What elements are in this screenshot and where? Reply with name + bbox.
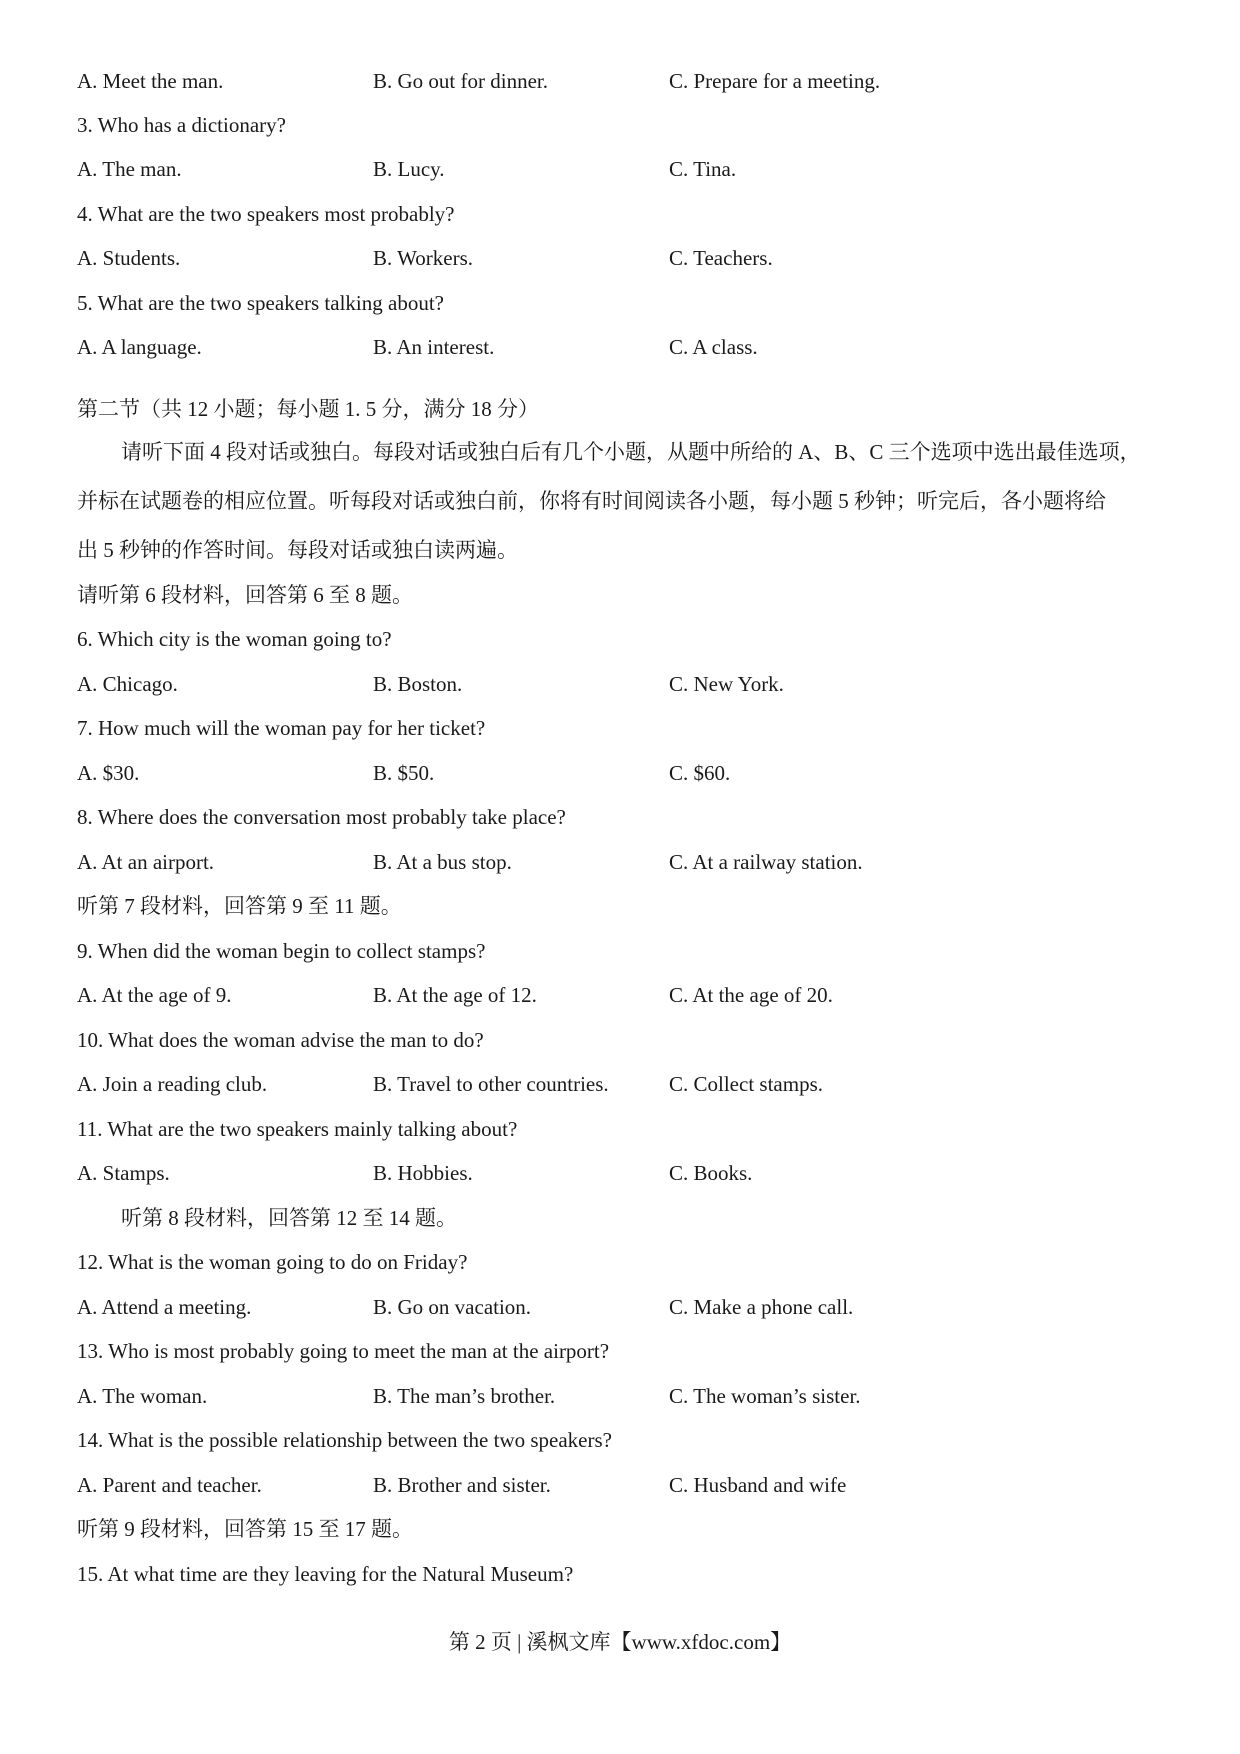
- option-b: B. Hobbies.: [373, 1161, 473, 1185]
- question-7-options: [77, 759, 1177, 787]
- question-13-options: [77, 1382, 1177, 1410]
- question-5: 5. What are the two speakers talking about?: [77, 291, 444, 315]
- question-3: 3. Who has a dictionary?: [77, 113, 286, 137]
- question-9: 9. When did the woman begin to collect stamps?: [77, 939, 486, 963]
- question-15: 15. At what time are they leaving for the Natural Museum?: [77, 1562, 574, 1586]
- question-13: 13. Who is most probably going to meet the man at the airport?: [77, 1339, 610, 1363]
- option-b: B. At a bus stop.: [373, 850, 512, 874]
- option-a: A. Stamps.: [77, 1161, 170, 1185]
- option-c: C. A class.: [669, 335, 758, 359]
- instructions-line-1: 请听下面 4 段对话或独白。每段对话或独白后有几个小题，从题中所给的 A、B、C 三个选项中选出最佳选项，: [121, 440, 1141, 464]
- option-c: C. The woman’s sister.: [669, 1384, 861, 1408]
- instructions-line-2: 并标在试题卷的相应位置。听每段对话或独白前，你将有时间阅读各小题，每小题 5 秒钟；听完后，各小题将给: [77, 489, 1106, 513]
- option-a: A. The man.: [77, 157, 182, 181]
- question-3-options: [77, 155, 1177, 183]
- section-2-title: 第二节（共 12 小题；每小题 1. 5 分，满分 18 分）: [77, 397, 539, 421]
- option-c: C. Prepare for a meeting.: [669, 69, 881, 93]
- option-c: C. At a railway station.: [669, 850, 863, 874]
- option-c: C. Collect stamps.: [669, 1072, 823, 1096]
- option-a: A. At the age of 9.: [77, 983, 232, 1007]
- question-4: 4. What are the two speakers most probably?: [77, 202, 455, 226]
- option-c: C. At the age of 20.: [669, 983, 833, 1007]
- option-c: C. Teachers.: [669, 246, 773, 270]
- option-a: A. Meet the man.: [77, 69, 224, 93]
- question-11-options: [77, 1159, 1177, 1187]
- question-4-options: [77, 244, 1177, 272]
- option-b: B. $50.: [373, 761, 435, 785]
- question-10-options: [77, 1070, 1177, 1098]
- option-b: B. At the age of 12.: [373, 983, 537, 1007]
- question-12-options: [77, 1293, 1177, 1321]
- option-b: B. Go on vacation.: [373, 1295, 532, 1319]
- question-9-options: [77, 981, 1177, 1009]
- option-a: A. Parent and teacher.: [77, 1473, 262, 1497]
- option-c: C. Tina.: [669, 157, 737, 181]
- option-c: C. $60.: [669, 761, 731, 785]
- option-a: A. At an airport.: [77, 850, 215, 874]
- question-6: 6. Which city is the woman going to?: [77, 627, 392, 651]
- question-2-options: [77, 67, 1177, 95]
- option-b: B. Brother and sister.: [373, 1473, 551, 1497]
- option-b: B. An interest.: [373, 335, 495, 359]
- option-b: B. Travel to other countries.: [373, 1072, 609, 1096]
- option-a: A. Students.: [77, 246, 181, 270]
- option-a: A. The woman.: [77, 1384, 208, 1408]
- material-8-heading: 听第 8 段材料，回答第 12 至 14 题。: [121, 1206, 457, 1230]
- option-b: B. Lucy.: [373, 157, 445, 181]
- option-a: A. Join a reading club.: [77, 1072, 268, 1096]
- option-c: C. Make a phone call.: [669, 1295, 854, 1319]
- question-10: 10. What does the woman advise the man to do?: [77, 1028, 484, 1052]
- page-footer: 第 2 页 | 溪枫文库【www.xfdoc.com】: [448, 1630, 792, 1654]
- instructions-line-3: 出 5 秒钟的作答时间。每段对话或独白读两遍。: [77, 538, 518, 562]
- question-5-options: [77, 333, 1177, 361]
- material-7-heading: 听第 7 段材料，回答第 9 至 11 题。: [77, 894, 402, 918]
- option-c: C. Books.: [669, 1161, 753, 1185]
- option-b: B. Go out for dinner.: [373, 69, 548, 93]
- question-11: 11. What are the two speakers mainly talking about?: [77, 1117, 518, 1141]
- question-8: 8. Where does the conversation most probably take place?: [77, 805, 566, 829]
- question-7: 7. How much will the woman pay for her ticket?: [77, 716, 486, 740]
- material-6-heading: 请听第 6 段材料，回答第 6 至 8 题。: [77, 583, 413, 607]
- question-14-options: [77, 1471, 1177, 1499]
- option-b: B. The man’s brother.: [373, 1384, 556, 1408]
- question-14: 14. What is the possible relationship between the two speakers?: [77, 1428, 612, 1452]
- option-a: A. Attend a meeting.: [77, 1295, 252, 1319]
- option-a: A. Chicago.: [77, 672, 178, 696]
- question-6-options: [77, 670, 1177, 698]
- option-b: B. Workers.: [373, 246, 473, 270]
- option-c: C. Husband and wife: [669, 1473, 847, 1497]
- option-a: A. A language.: [77, 335, 202, 359]
- option-a: A. $30.: [77, 761, 140, 785]
- material-9-heading: 听第 9 段材料，回答第 15 至 17 题。: [77, 1517, 413, 1541]
- option-b: B. Boston.: [373, 672, 463, 696]
- question-8-options: [77, 848, 1177, 876]
- question-12: 12. What is the woman going to do on Friday?: [77, 1250, 468, 1274]
- option-c: C. New York.: [669, 672, 784, 696]
